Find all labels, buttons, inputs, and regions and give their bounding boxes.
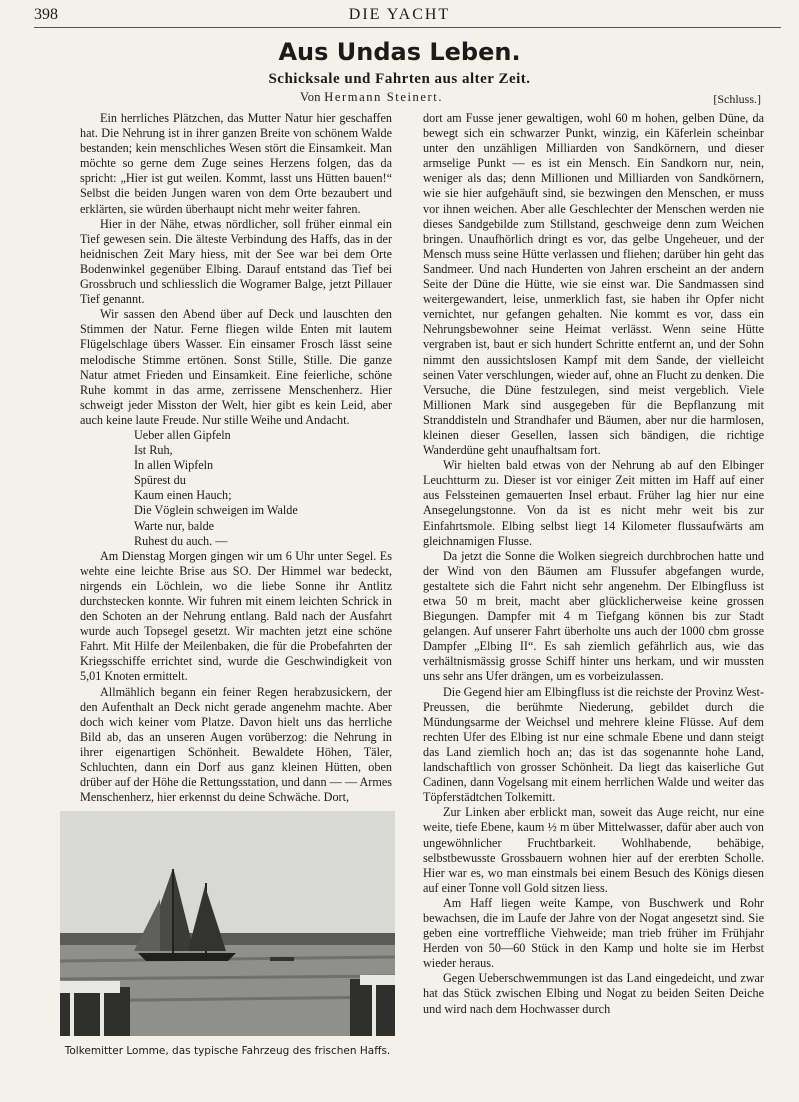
conclusion-tag: [Schluss.] — [713, 92, 761, 106]
running-head: DIE YACHT — [348, 6, 451, 23]
article-subtitle: Schicksale und Fahrten aus alter Zeit. — [268, 71, 531, 87]
figure-caption: Tolkemitter Lomme, das typische Fahrzeug des frischen Haffs. — [64, 1045, 391, 1057]
poem-line: Spürest du — [134, 473, 186, 488]
sailboat-photo — [60, 811, 395, 1036]
paragraph: Die Gegend hier am Elbingfluss ist die reichste der Provinz West-Preussen, die berühmte Niederung, gebildet durch die Mündungsarme der Weichsel und mehrere kleine Flüsse. Auf dem rechten Ufer des Elbing ist nur eine schmale Ebene und dann steigt das Land ziemlich hoch an; das ist das sogenannte hohe Land, landschaftlich von grosser Schönheit. Da liegt das kaiserliche Gut Cadinen, dann Vogelsang mit einem herrlichen Walde und weiter das Töpferstädtchen Tolkemitt. — [423, 684, 765, 805]
paragraph: Da jetzt die Sonne die Wolken siegreich durchbrochen hatte und der Wind von den Bäumen am Flussufer abgefangen wurde, gestaltete sich die Fahrt nicht sehr angenehm. Der Elbingfluss ist etwa 50 m breit, macht aber glücklicherweise keine grossen Biegungen. Dampfer mit 4 m Tiefgang können bis zur Stadt gelangen. Auf unserer Fahrt überholte uns auch der 1000 cbm grosse Dampfer „Elbing II“. Es sah ziemlich gefährlich aus, wie das verhältnismässig grosse Schiff hinter uns herkam, und wir mussten uns sehr ans Ufer drängen, um es vorbeizulassen. — [423, 548, 764, 684]
author-name: Hermann Steinert. — [324, 90, 444, 104]
poem-line: Warte nur, balde — [134, 518, 215, 533]
left-column — [80, 111, 392, 805]
poem-line: Kaum einen Hauch; — [134, 488, 232, 503]
poem-line: Ueber allen Gipfeln — [134, 427, 231, 442]
poem-line: Ist Ruh, — [134, 443, 173, 458]
author-prefix: Von — [300, 90, 321, 104]
paragraph: Allmählich begann ein feiner Regen herabzusickern, der den Aufenthalt an Deck nicht gerade angenehm machte. Aber doch wich keiner vom Platze. Davon hielt uns das herrliche Bild ab, das an unseren Augen vorüberzog: die Nehrung in ihrer eigenartigen Schönheit. Bewaldete Höhen, Täler, Schluchten, dann ein Dorf aus ganz kleinen Hütten, oben drüber auf der Höhe die Rettungsstation, und dann — — Armes Menschenherz, hier erkennst du deine Schwäche. Dort, — [80, 684, 392, 805]
poem-line: Ruhest du auch. — — [134, 533, 228, 548]
paragraph: Hier in der Nähe, etwas nördlicher, soll früher einmal ein Tief gewesen sein. Die älteste Verbindung des Haffs, das in der heidnischen Zeit Mary hiess, mit der See war bei dem Orte Bodenwinkel gegenüber Elbing. Darauf entstand das Tief bei Grossbruch und schliesslich die Wogramer Balge, jetzt Pillauer Tief genannt. — [80, 216, 392, 307]
paragraph: Zur Linken aber erblickt man, soweit das Auge reicht, nur eine weite, tiefe Ebene, kaum ½ m über Mittelwasser, dafür aber auch von ungewöhnlicher Fruchtbarkeit. Wohlhabende, behäbige, selbstbewusste Grossbauern wohnen hier auf der ererbten Scholle. Hier war es, wo man einstmals bei einem Besuch des Königs diesen auf einer Tonne voll Gold sitzen liess. — [423, 805, 764, 895]
paragraph: Ein herrliches Plätzchen, das Mutter Natur hier geschaffen hat. Die Nehrung ist in ihrer ganzen Breite von schönem Walde bestanden; kein menschliches Wesen stört die Einsamkeit. Man möchte so gerne dem Zuge seines Herzens folgen, das da spricht: „Hier ist gut weilen. Kommt, lasst uns Hütten bauen!“ Selbst die beiden Jungen waren von dem Orte bezaubert und erklärten, sie würden überhaupt nicht mehr weiter fahren. — [80, 111, 392, 216]
header-rule — [34, 27, 781, 28]
author-line — [300, 90, 443, 105]
paragraph: Gegen Ueberschwemmungen ist das Land eingedeicht, und zwar hat das Stück zwischen Elbing und Nogat zu beiden Seiten Deiche und wird nach dem Hochwasser durch — [423, 971, 764, 1016]
poem-line: Die Vöglein schweigen im Walde — [134, 503, 298, 518]
page-number: 398 — [34, 6, 58, 23]
paragraph: Am Haff liegen weite Kampe, von Buschwerk und Rohr bewachsen, die im Laufe der Jahre von der Nogat angesetzt sind. Sie geben eine vortreffliche Viehweide; man trieb früher im Frühjahr Herden von 50—60 Stück in den Kamp und holte sie im Herbst wieder heraus. — [423, 895, 764, 971]
poem-line: In allen Wipfeln — [134, 458, 214, 473]
paragraph: Am Dienstag Morgen gingen wir um 6 Uhr unter Segel. Es wehte eine leichte Brise aus SO. Der Himmel war bedeckt, nirgends ein Löchlein, wo die liebe Sonne ihr Antlitz durchstecken konnte. Wir fuhren mit einem leichten Schrick in den Schoten an der Nehrung entlang. Bald nach der Ausfahrt wurde auch Topsegel gesetzt. Wir machten jetzt eine schöne Fahrt. Mit Hilfe der Meilenbaken, die für die Probefahrten der Kriegsschiffe errichtet sind, wurde die Geschwindigkeit von 5,01 Knoten ermittelt. — [80, 548, 392, 684]
article-title: Aus Undas Leben. — [278, 38, 521, 66]
poem — [134, 428, 392, 549]
paragraph: Wir hielten bald etwas von der Nehrung ab auf den Elbinger Leuchtturm zu. Dieser ist vor einiger Zeit mitten im Haff auf einer aus Felssteinen gemauerten Insel erbaut. Früher lag hier nur eine Ansegelungstonne. Von da ist es nicht mehr weit bis zur Einfahrtsmole. Elbing selbst liegt 14 Kilometer flussaufwärts am gleichnamigen Flusse. — [423, 458, 764, 548]
right-column — [423, 111, 764, 1017]
paragraph: Wir sassen den Abend über auf Deck und lauschten den Stimmen der Natur. Ferne fliegen wilde Enten mit lautem Flügelschlage übers Wasser. Ein einsamer Frosch lässt seine melodische Stimme ertönen. Sonst Stille, Stille. Die ganze Natur atmet Frieden und Einsamkeit. Eine feierliche, schöne Ruhe kommt in das arme, zerrissene Menschenherz. Hier schweigt jeder Misston der Welt, hier gibt es kein Leid, aber auch keine laute Freude. Nur stille Weihe und Andacht. — [80, 307, 392, 427]
paragraph: dort am Fusse jener gewaltigen, wohl 60 m hohen, gelben Düne, da bewegt sich ein schwarzer Punkt, winzig, ein Käferlein scheinbar unter den unzähligen Milliarden von Sandkörnern, und dieser armselige Punkt — es ist ein Mensch. Ein Sandkorn nur, nein, weniger als das; denn Millionen und Milliarden von Sandkörnern, wie sie hier aufgehäuft sind, sie bezwingen den Menschen, er muss vor ihnen weichen. Aber alle Geschlechter der Menschen werden nie dieses Sandgebilde zum Stillstand, geschweige denn zum Weichen bringen. Unaufhörlich dringt es vor, das gelbe Ungeheuer, und der Mensch muss seine Hütte verlassen und fliehen; darüber hin geht das Sandmeer. Und nach Hunderten von Jahren erscheint an der andern Seite der Düne die Hütte, wie sie einst war. Die Sandmassen sind weitergewandert, leise, unmerklich fast, sie haben ihr Opfer nicht vernichtet, nur gefangen gehalten. Nie kommt es vor, dass ein Nehrungsbewohner seine Heimat verlässt. Wenn seine Hütte vergraben ist, baut er sich hundert Schritte entfernt an, und der Sohn nimmt den aussichtslosen Kampf mit dem Sande, der vielleicht seinen Vater verschlungen, wieder auf, ohne an Flucht zu denken. Die Versuche, die Düne festzulegen, sind meist vergeblich. Viele Millionen Mark sind ausgegeben für die Bepflanzung mit Stranddisteln und Strandhafer und Bäumen, aber nur die harmlosen, kleinen dieser Gesellen, lassen sich bändigen, die richtige Wanderdüne geht unaufhaltsam fort. — [423, 111, 764, 458]
